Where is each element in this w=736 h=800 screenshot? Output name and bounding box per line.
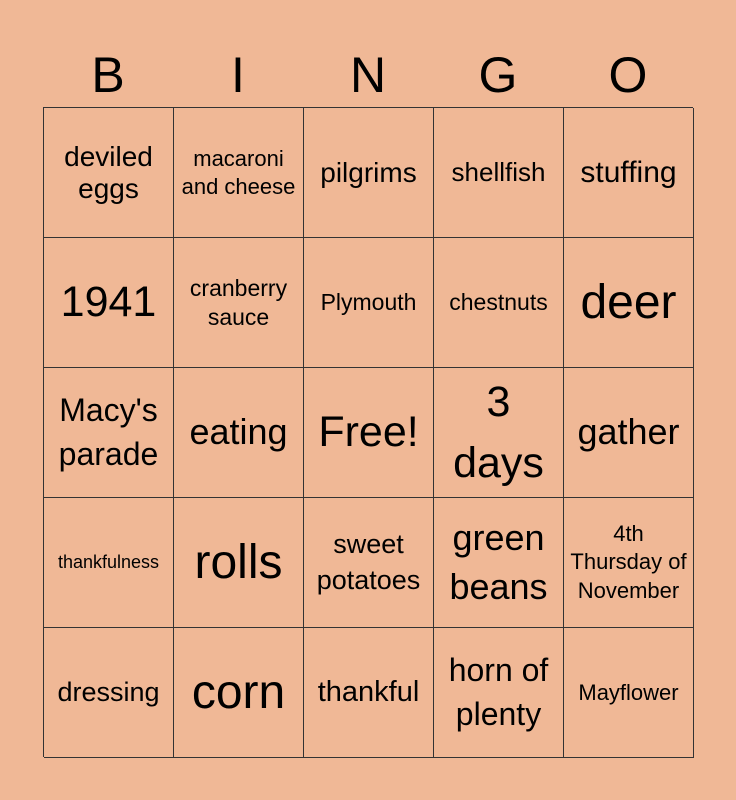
bingo-cell-r3-c5[interactable] <box>564 368 694 498</box>
cell-text: 3 days <box>453 378 544 487</box>
cell-text: Plymouth <box>320 289 417 316</box>
bingo-cell-r4-c4[interactable] <box>434 498 564 628</box>
cell-text: chestnuts <box>449 289 548 316</box>
cell-text: thankful <box>317 676 420 709</box>
bingo-cell-r2-c1[interactable] <box>44 238 174 368</box>
bingo-cell-r3-c4[interactable] <box>434 368 564 498</box>
cell-text: Free! <box>318 408 419 457</box>
header-letter-i: I <box>231 47 245 103</box>
cell-text: sweet potatoes <box>316 529 421 595</box>
bingo-cell-r1-c4[interactable] <box>434 108 564 238</box>
bingo-cell-r2-c2[interactable] <box>174 238 304 368</box>
bingo-cell-r5-c4[interactable] <box>434 628 564 758</box>
bingo-cell-r5-c3[interactable] <box>304 628 434 758</box>
cell-text: shellfish <box>451 157 546 188</box>
bingo-cell-r5-c1[interactable] <box>44 628 174 758</box>
cell-text: corn <box>191 665 286 719</box>
header-letter-g: G <box>478 47 518 103</box>
bingo-header <box>43 45 693 105</box>
bingo-cell-r4-c5[interactable] <box>564 498 694 628</box>
cell-text: Macy's parade <box>58 392 159 472</box>
bingo-cell-r3-c1[interactable] <box>44 368 174 498</box>
cell-text: Mayflower <box>578 679 679 705</box>
cell-text: gather <box>577 411 680 453</box>
cell-text: dressing <box>57 677 160 708</box>
cell-text: stuffing <box>580 155 677 189</box>
bingo-cell-r3-c3[interactable] <box>304 368 434 498</box>
cell-text: 1941 <box>60 278 157 327</box>
cell-text: pilgrims <box>320 156 417 188</box>
cell-text: horn of plenty <box>448 652 549 732</box>
cell-text: deer <box>580 275 677 329</box>
bingo-cell-r2-c4[interactable] <box>434 238 564 368</box>
bingo-cell-r2-c5[interactable] <box>564 238 694 368</box>
bingo-cell-r4-c3[interactable] <box>304 498 434 628</box>
bingo-cell-r1-c5[interactable] <box>564 108 694 238</box>
cell-text: 4th Thursday of November <box>570 521 687 603</box>
bingo-cell-r4-c1[interactable] <box>44 498 174 628</box>
header-letter-o: O <box>608 47 648 103</box>
bingo-cell-r5-c5[interactable] <box>564 628 694 758</box>
bingo-cell-r4-c2[interactable] <box>174 498 304 628</box>
bingo-cell-r5-c2[interactable] <box>174 628 304 758</box>
bingo-cell-r1-c2[interactable] <box>174 108 304 238</box>
cell-text: macaroni and cheese <box>181 146 296 199</box>
cell-text: eating <box>189 411 288 453</box>
bingo-board <box>43 107 693 757</box>
cell-text: green beans <box>449 516 548 607</box>
cell-text: deviled eggs <box>64 141 153 204</box>
bingo-cell-r3-c2[interactable] <box>174 368 304 498</box>
cell-text: cranberry sauce <box>189 274 288 330</box>
header-letter-b: B <box>91 47 125 103</box>
bingo-cell-r2-c3[interactable] <box>304 238 434 368</box>
cell-text: rolls <box>194 535 283 589</box>
cell-text: thankfulness <box>57 552 160 573</box>
bingo-cell-r1-c1[interactable] <box>44 108 174 238</box>
header-letter-n: N <box>349 47 387 103</box>
bingo-cell-r1-c3[interactable] <box>304 108 434 238</box>
